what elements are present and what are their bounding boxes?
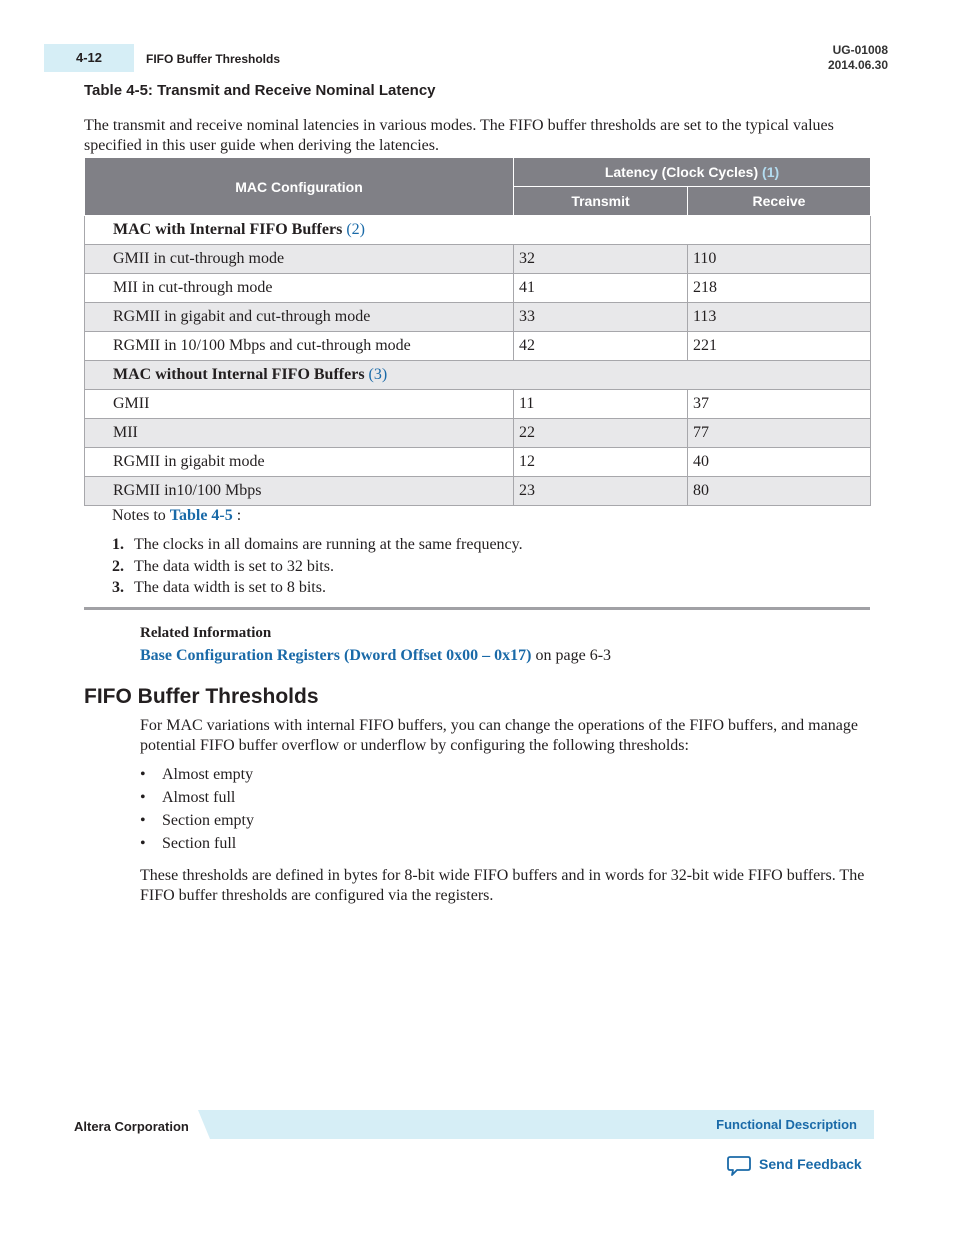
list-item: • Almost full: [140, 789, 236, 806]
table-intro: The transmit and receive nominal latencies in various modes. The FIFO buffer thresholds are set to the typical values specified in this user guide when deriving the latencies.: [84, 117, 834, 154]
table-group-row: [85, 216, 871, 245]
latency-table: [84, 157, 871, 506]
table-end-rule: [84, 607, 870, 610]
table-notes-label: Notes to Table 4-5 :: [112, 507, 242, 524]
footnote-ref[interactable]: (2): [346, 221, 365, 238]
note-item: 2. The data width is set to 32 bits.: [112, 557, 334, 575]
cell-config: RGMII in10/100 Mbps: [85, 477, 514, 506]
note-item: 3. The data width is set to 8 bits.: [112, 579, 326, 596]
note-item: 1. The clocks in all domains are running at the same frequency.: [112, 536, 523, 553]
cell-transmit: 23: [514, 477, 688, 506]
cell-config: RGMII in gigabit and cut-through mode: [85, 303, 514, 332]
cell-transmit: 22: [514, 419, 688, 448]
cell-transmit: 11: [514, 390, 688, 419]
table-caption: Table 4-5: Transmit and Receive Nominal Latency: [84, 82, 436, 99]
cell-receive: 110: [688, 245, 871, 274]
cell-transmit: 42: [514, 332, 688, 361]
table-row: [85, 274, 871, 303]
cell-config: GMII: [85, 390, 514, 419]
table-row: [85, 303, 871, 332]
cell-receive: 218: [688, 274, 871, 303]
cell-receive: 80: [688, 477, 871, 506]
cell-receive: 113: [688, 303, 871, 332]
related-information-row: [140, 647, 611, 665]
group-label: MAC with Internal FIFO Buffers: [113, 221, 343, 238]
section-paragraph: These thresholds are defined in bytes for 8-bit wide FIFO buffers and in words for 32-bit wide FIFO buffers. The FIFO buffer thresholds are configured via the registers.: [140, 867, 865, 904]
header-transmit: Transmit: [514, 187, 688, 216]
table-row: [85, 390, 871, 419]
footer-organization: Altera Corporation: [74, 1119, 189, 1134]
send-feedback-link[interactable]: Send Feedback: [759, 1156, 862, 1172]
table-row: [85, 448, 871, 477]
related-link[interactable]: Base Configuration Registers (Dword Offset 0x00 – 0x17): [140, 647, 532, 664]
page-number: 4-12: [76, 50, 103, 65]
table-row: [85, 419, 871, 448]
list-item: • Almost empty: [140, 766, 254, 783]
related-information-label: Related Information: [140, 625, 272, 641]
footnote-ref[interactable]: (3): [368, 366, 388, 383]
header-latency: Latency (Clock Cycles) (1): [514, 158, 871, 187]
cell-config: GMII in cut-through mode: [85, 245, 514, 274]
threshold-list: [140, 766, 254, 858]
cell-config: MII: [85, 419, 514, 448]
cell-receive: 37: [688, 390, 871, 419]
table-row: [85, 245, 871, 274]
list-item: • Section empty: [140, 812, 254, 829]
cell-config: MII in cut-through mode: [85, 274, 514, 303]
speech-bubble-icon[interactable]: [727, 1155, 751, 1177]
section-title: FIFO Buffer Thresholds: [84, 685, 319, 708]
cell-config: RGMII in 10/100 Mbps and cut-through mode: [85, 332, 514, 361]
cell-receive: 77: [688, 419, 871, 448]
cell-config: RGMII in gigabit mode: [85, 448, 514, 477]
header-mac-configuration: MAC Configuration: [85, 158, 514, 216]
table-row: [85, 477, 871, 506]
footer-section-link[interactable]: Functional Description: [716, 1117, 857, 1132]
cell-transmit: 12: [514, 448, 688, 477]
cell-transmit: 41: [514, 274, 688, 303]
cell-receive: 40: [688, 448, 871, 477]
related-link-suffix: on page 6-3: [535, 647, 612, 664]
section-paragraph: For MAC variations with internal FIFO buffers, you can change the operations of the FIFO buffers, and manage potential FIFO buffer overflow or underflow by configuring the following thresholds:: [140, 717, 858, 754]
table-header-row: [85, 158, 871, 187]
document-number: UG-01008: [832, 43, 888, 57]
table-link[interactable]: Table 4-5: [169, 507, 233, 524]
cell-transmit: 33: [514, 303, 688, 332]
list-item: • Section full: [140, 835, 237, 852]
footnote-ref[interactable]: (1): [762, 164, 780, 180]
document-date: 2014.06.30: [827, 58, 888, 72]
cell-receive: 221: [688, 332, 871, 361]
running-header-title: FIFO Buffer Thresholds: [146, 52, 281, 66]
cell-transmit: 32: [514, 245, 688, 274]
table-group-row: [85, 361, 871, 390]
table-row: [85, 332, 871, 361]
table-notes: [112, 536, 523, 601]
document-id: [828, 43, 888, 73]
group-label: MAC without Internal FIFO Buffers: [113, 366, 365, 383]
header-receive: Receive: [688, 187, 871, 216]
